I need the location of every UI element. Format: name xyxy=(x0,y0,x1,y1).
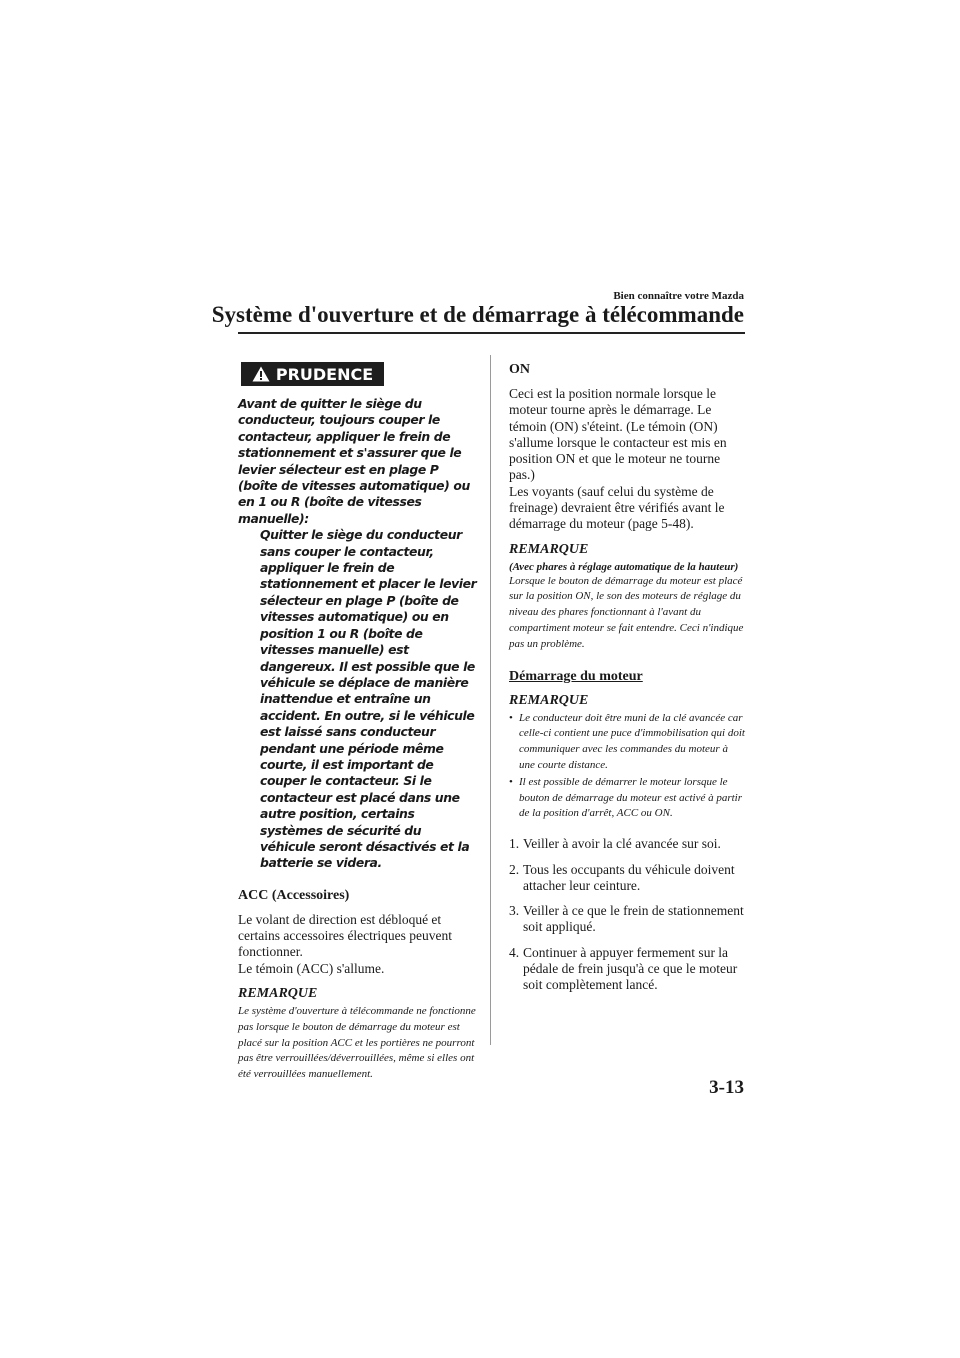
step-text: Veiller à avoir la clé avancée sur soi. xyxy=(523,836,721,852)
caution-lead: Avant de quitter le siège du conducteur, toujours couper le contacteur, appliquer le frein de stationnement et s'assurer que le levier sélecteur est en plage P (boîte de vitesses automatique) ou en 1 ou R (boîte de vitesses manuelle): xyxy=(238,396,470,526)
page-number: 3-13 xyxy=(709,1077,744,1098)
left-column xyxy=(238,362,478,1083)
list-item: • Il est possible de démarrer le moteur lorsque le bouton de démarrage du moteur est activé à partir de la position d'arrêt, ACC ou ON. xyxy=(509,775,745,822)
warning-triangle-icon xyxy=(252,366,270,382)
step-item xyxy=(509,903,745,936)
start-note-label: REMARQUE xyxy=(509,692,589,708)
step-text: Veiller à ce que le frein de stationnement soit appliqué. xyxy=(523,903,744,935)
step-item xyxy=(509,862,745,895)
section-subtitle: Bien connaître votre Mazda xyxy=(613,290,744,302)
acc-text-1: Le volant de direction est débloqué et certains accessoires électriques peuvent fonctionner. xyxy=(238,911,453,960)
start-note-bullets xyxy=(509,711,745,823)
acc-note-text: Le système d'ouverture à télécommande ne fonctionne pas lorsque le bouton de démarrage du moteur est placé sur la position ACC et les portières ne pourront pas être verrouillées/déverrouillées, même si elles ont été verrouillées manuellement. xyxy=(238,1004,476,1081)
on-text-2: Les voyants (sauf celui du système de freinage) devraient être vérifiés avant le démarrage du moteur (page 5-48). xyxy=(509,483,725,532)
step-number: 3. xyxy=(509,903,520,919)
step-item xyxy=(509,945,745,994)
step-number: 4. xyxy=(509,944,520,960)
acc-text-2: Le témoin (ACC) s'allume. xyxy=(238,960,385,976)
acc-note-label: REMARQUE xyxy=(238,985,318,1001)
right-column xyxy=(509,362,745,1003)
column-divider xyxy=(490,355,491,1045)
header-rule xyxy=(238,332,745,334)
list-item: • Le conducteur doit être muni de la clé avancée car celle-ci contient une puce d'immobilisation qui doit communiquer avec les commandes du moteur à une courte distance. xyxy=(509,711,745,774)
step-text: Continuer à appuyer fermement sur la pédale de frein jusqu'à ce que le moteur soit complètement lancé. xyxy=(523,944,738,993)
step-text: Tous les occupants du véhicule doivent attacher leur ceinture. xyxy=(523,861,735,893)
caution-body: Quitter le siège du conducteur sans couper le contacteur, appliquer le frein de stationnement et placer le levier sélecteur en plage P (boîte de vitesses automatique) ou en position 1 ou R (boîte de vitesses manuelle) est dangereux. Il est possible que le véhicule se déplace de manière inattendue et entraîne un accident. En outre, si le véhicule est laissé sans conducteur pendant une période même courte, il est important de couper le contacteur. Si le contacteur est placé dans une autre position, certains systèmes de sécurité du véhicule seront désactivés et la batterie se videra. xyxy=(260,527,477,871)
caution-label: PRUDENCE xyxy=(275,364,374,384)
start-heading: Démarrage du moteur xyxy=(509,668,643,684)
page-title: Système d'ouverture et de démarrage à télécommande xyxy=(211,302,744,327)
on-text-1: Ceci est la position normale lorsque le moteur tourne après le démarrage. Le témoin (ON) s'éteint. (Le témoin (ON) s'allume lorsque le contacteur est mis en position ON et que le moteur ne tourne pas.) xyxy=(509,386,727,483)
caution-badge xyxy=(241,362,384,386)
acc-heading: ACC (Accessoires) xyxy=(238,887,350,903)
on-note-label: REMARQUE xyxy=(509,541,589,557)
start-steps xyxy=(509,836,745,993)
on-note-subtitle: (Avec phares à réglage automatique de la hauteur) xyxy=(509,560,739,573)
step-number: 2. xyxy=(509,861,520,877)
on-note-text: Lorsque le bouton de démarrage du moteur est placé sur la position ON, le son des moteurs de réglage du niveau des phares fonctionnant à l'avant du compartiment moteur se fait entendre. Ceci n'indique pas un problème. xyxy=(509,574,744,650)
on-heading: ON xyxy=(509,362,530,377)
step-item xyxy=(509,836,745,852)
step-number: 1. xyxy=(509,836,520,852)
